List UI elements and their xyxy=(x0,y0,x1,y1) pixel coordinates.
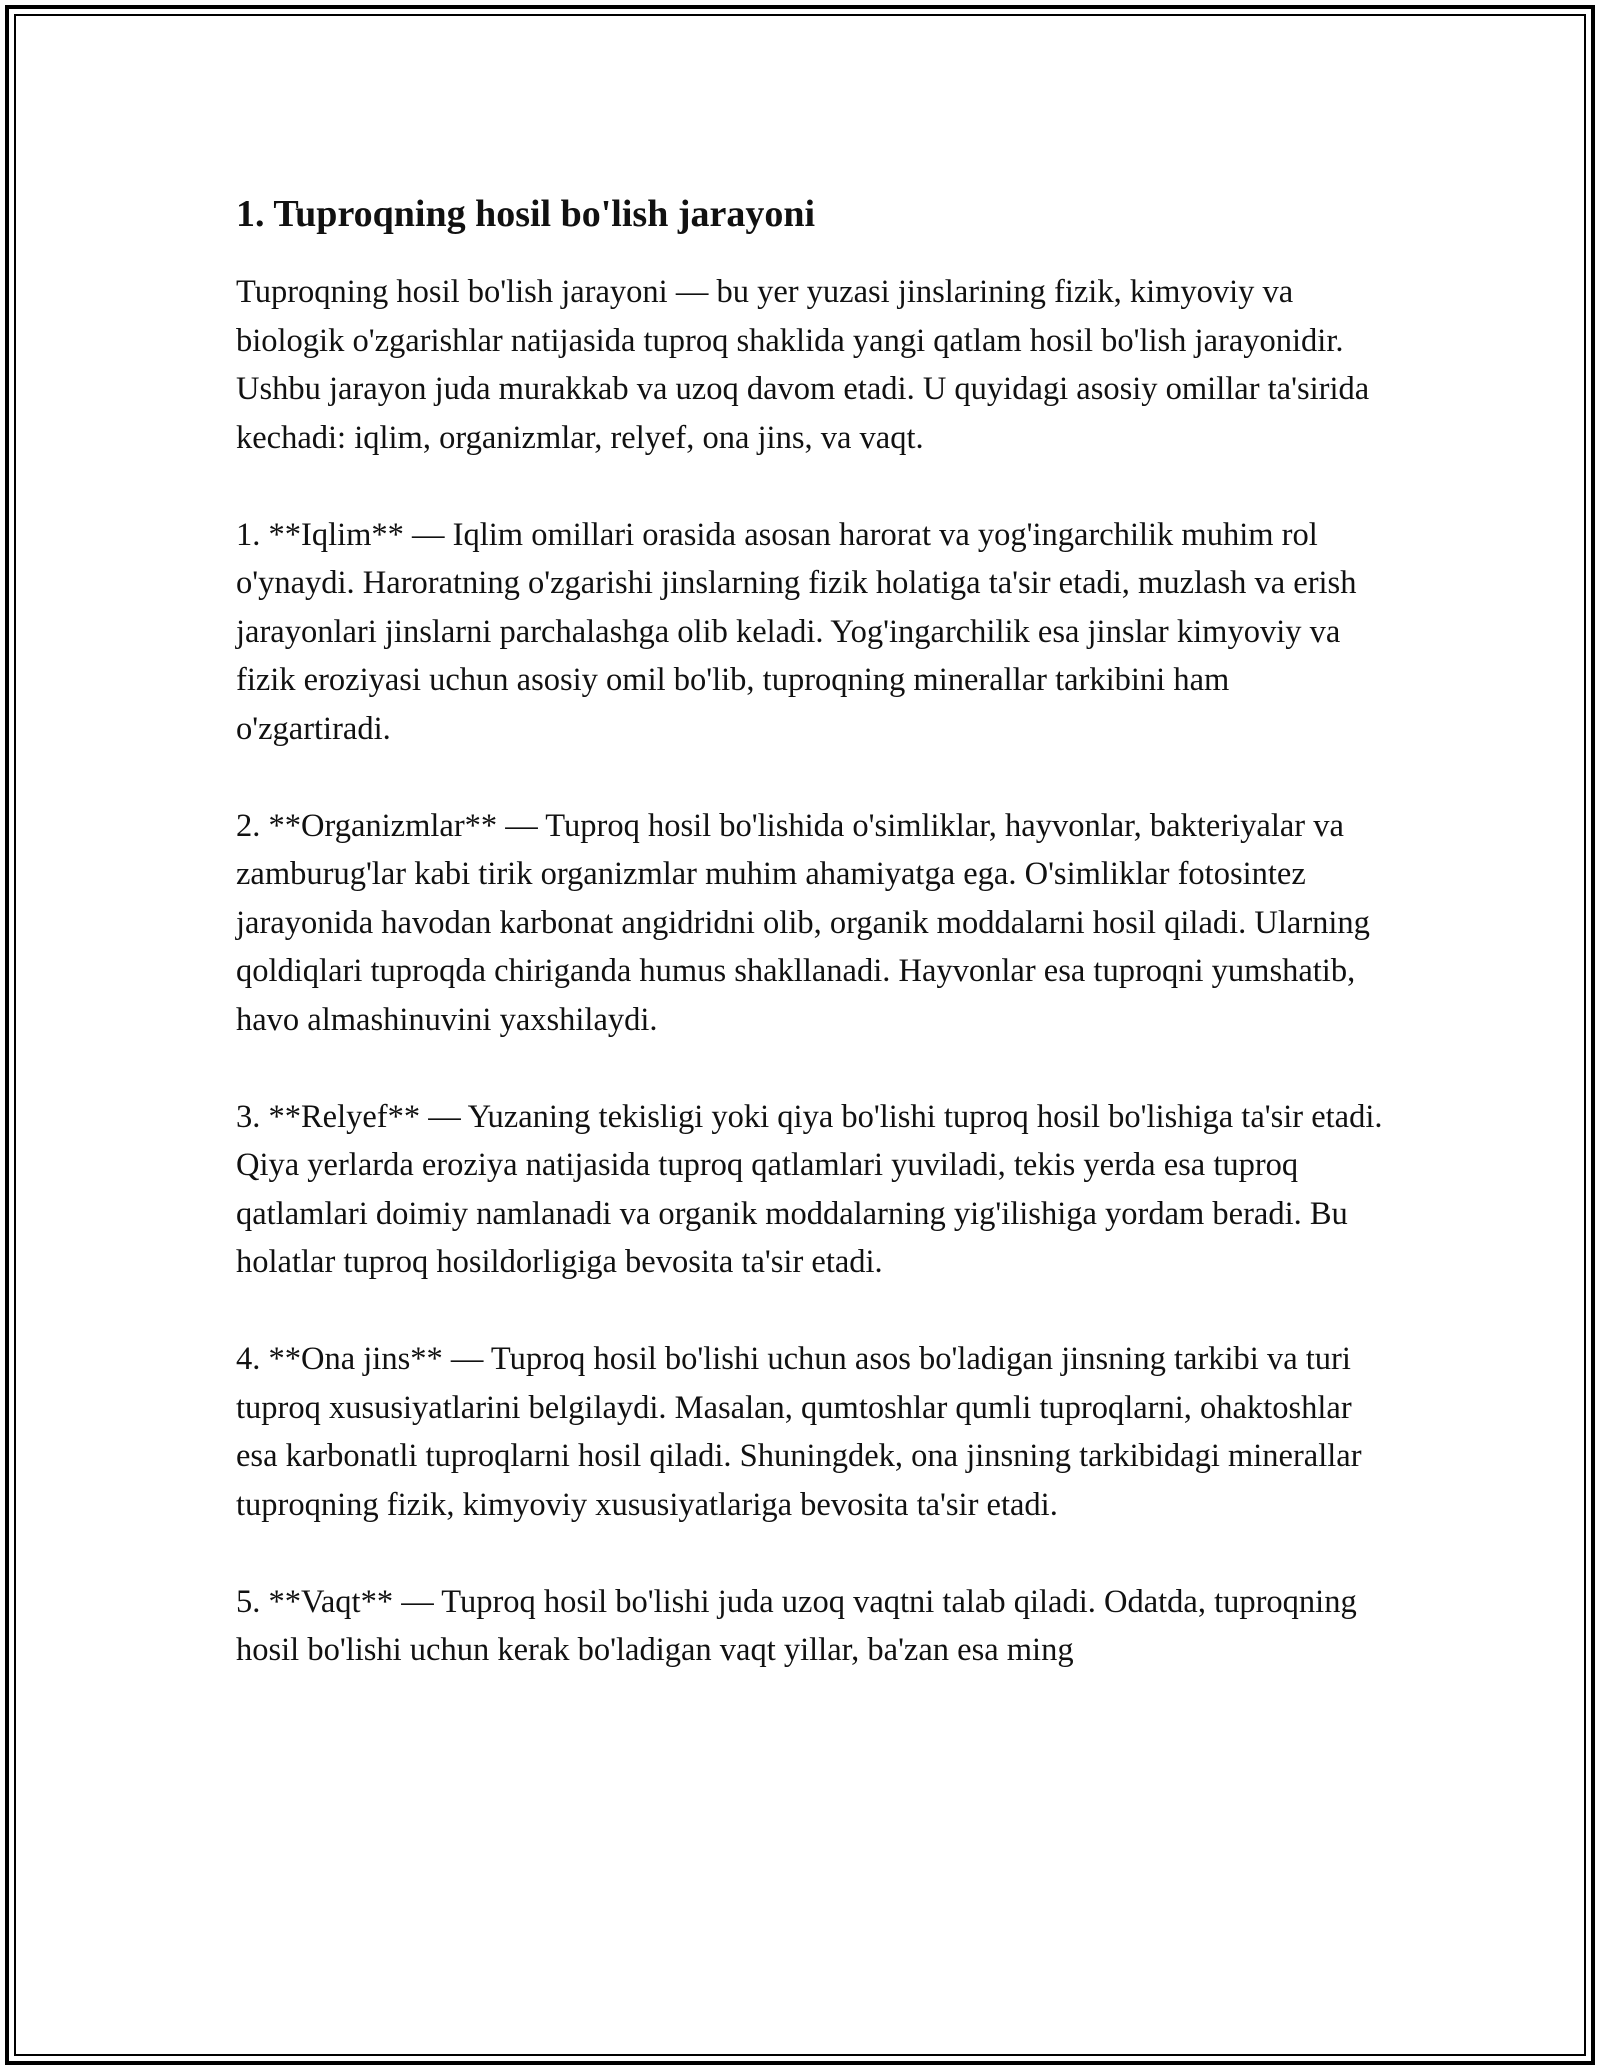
paragraph-relief: 3. **Relyef** — Yuzaning tekisligi yoki qiya bo'lishi tuproq hosil bo'lishiga ta'sir etadi. Qiya yerlarda eroziya natijasida tuproq qatlamlari yuviladi, tekis yerda esa tuproq qatlamlari doimiy namlanadi va organik moddalarning yig'ilishiga yordam beradi. Bu holatlar tuproq hosildorligiga bevosita ta'sir etadi. xyxy=(236,1098,1383,1280)
section-heading: 1. Tuproqning hosil bo'lish jarayoni xyxy=(236,193,816,235)
intro-paragraph: Tuproqning hosil bo'lish jarayoni — bu yer yuzasi jinslarining fizik, kimyoviy va biologik o'zgarishlar natijasida tuproq shaklida yangi qatlam hosil bo'lish jarayonidir. Ushbu jarayon juda murakkab va uzoq davom etadi. U quyidagi asosiy omillar ta'sirida kechadi: iqlim, organizmlar, relyef, ona jins, va vaqt. xyxy=(236,274,1370,456)
document-body xyxy=(236,182,1386,1675)
paragraph-time: 5. **Vaqt** — Tuproq hosil bo'lishi juda uzoq vaqtni talab qiladi. Odatda, tuproqning hosil bo'lishi uchun kerak bo'ladigan vaqt yillar, ba'zan esa ming xyxy=(236,1583,1357,1668)
paragraph-organisms: 2. **Organizmlar** — Tuproq hosil bo'lishida o'simliklar, hayvonlar, bakteriyalar va zamburug'lar kabi tirik organizmlar muhim ahamiyatga ega. O'simliklar fotosintez jarayonida havodan karbonat angidridni olib, organik moddalarni hosil qiladi. Ularning qoldiqlari tuproqda chiriganda humus shakllanadi. Hayvonlar esa tuproqni yumshatib, havo almashinuvini yaxshilaydi. xyxy=(236,807,1370,1038)
paragraph-parent-rock: 4. **Ona jins** — Tuproq hosil bo'lishi uchun asos bo'ladigan jinsning tarkibi va turi tuproq xususiyatlarini belgilaydi. Masalan, qumtoshlar qumli tuproqlarni, ohaktoshlar esa karbonatli tuproqlarni hosil qiladi. Shuningdek, ona jinsning tarkibidagi minerallar tuproqning fizik, kimyoviy xususiyatlariga bevosita ta'sir etadi. xyxy=(236,1341,1362,1523)
paragraph-climate: 1. **Iqlim** — Iqlim omillari orasida asosan harorat va yog'ingarchilik muhim rol o'ynaydi. Haroratning o'zgarishi jinslarning fizik holatiga ta'sir etadi, muzlash va erish jarayonlari jinslarni parchalashga olib keladi. Yog'ingarchilik esa jinslar kimyoviy va fizik eroziyasi uchun asosiy omil bo'lib, tuproqning minerallar tarkibini ham o'zgartiradi. xyxy=(236,516,1357,747)
